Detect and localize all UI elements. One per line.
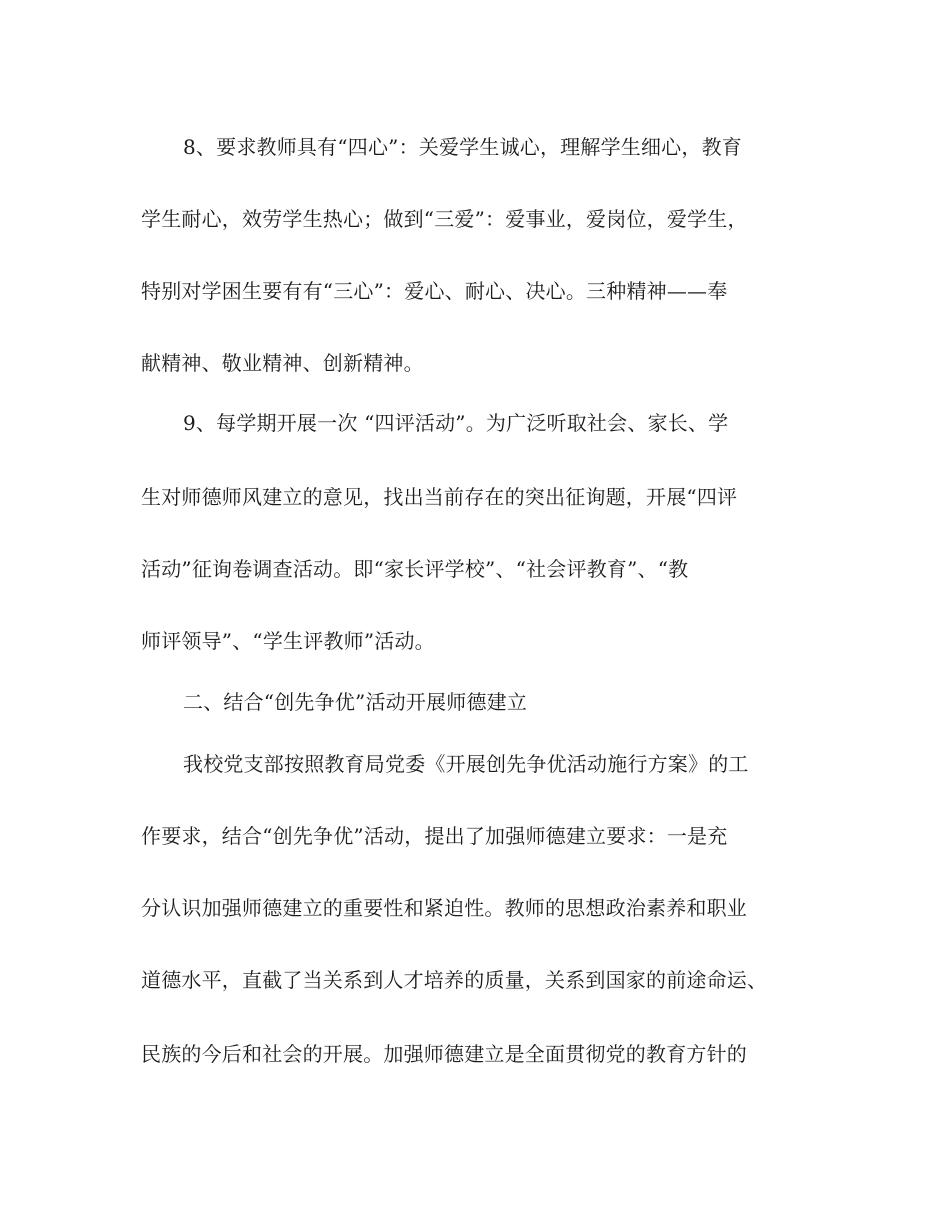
party-branch-line-2: 作要求，结合“创先争优”活动，提出了加强师德建立要求：一是充 [141,824,728,848]
party-branch-line-5: 民族的今后和社会的开展。加强师德建立是全面贯彻党的教育方针的 [141,1042,747,1066]
item-8-line-1: 8、要求教师具有“四心”：关爱学生诚心，理解学生细心，教育 [183,135,742,159]
section-heading: 二、结合“创先争优”活动开展师德建立 [183,690,528,714]
party-branch-line-1: 我校党支部按照教育局党委《开展创先争优活动施行方案》的工 [183,752,749,776]
party-branch-line-3: 分认识加强师德建立的重要性和紧迫性。教师的思想政治素养和职业 [141,896,747,920]
party-branch-line-4: 道德水平，直截了当关系到人才培养的质量，关系到国家的前途命运、 [141,968,768,992]
item-9-line-2: 生对师德师风建立的意见，找出当前存在的突出征询题，开展“四评 [141,485,738,509]
item-8-line-3: 特别对学困生要有有“三心”：爱心、耐心、决心。三种精神——奉 [141,279,728,303]
item-9-line-1: 9、每学期开展一次 “四评活动”。为广泛听取社会、家长、学 [183,411,729,435]
item-9-line-3: 活动”征询卷调查活动。即“家长评学校”、“社会评教育”、“教 [141,557,689,581]
item-8-line-2: 学生耐心，效劳学生热心；做到“三爱”：爱事业，爱岗位，爱学生， [141,207,748,231]
item-8-line-4: 献精神、敬业精神、创新精神。 [141,351,424,375]
item-9-line-4: 师评领导”、“学生评教师”活动。 [141,629,435,653]
